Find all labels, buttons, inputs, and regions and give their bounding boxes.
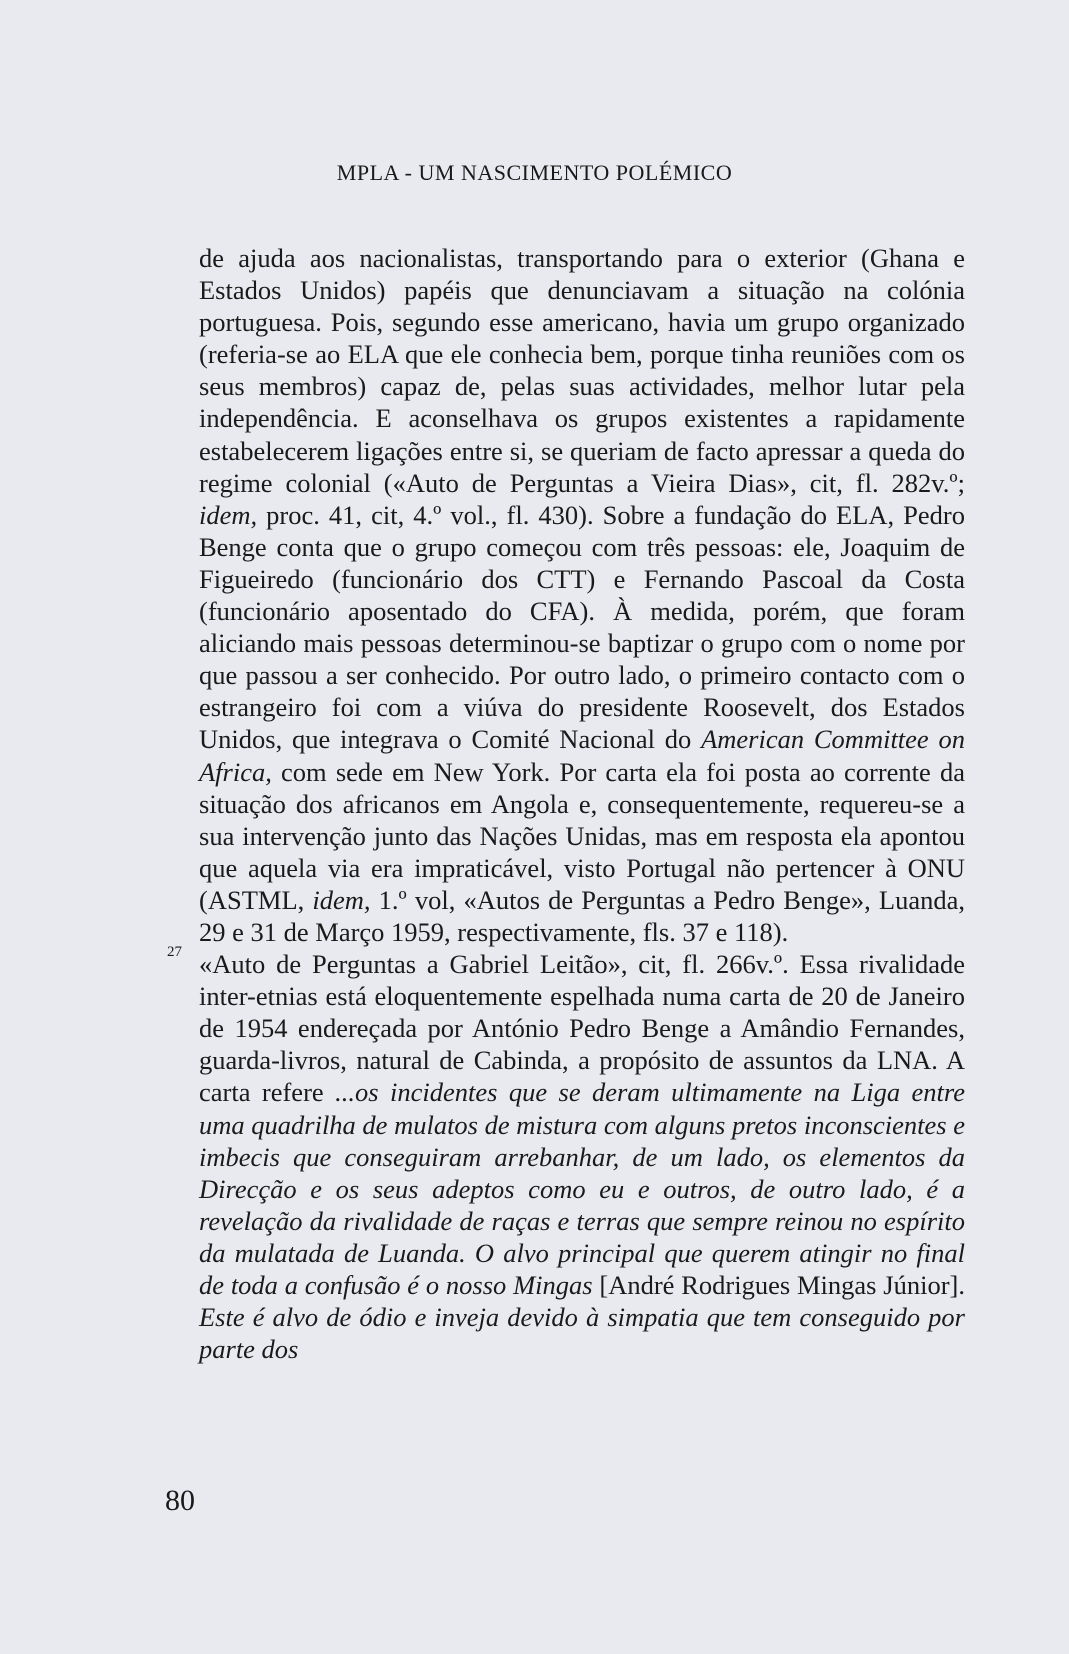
footnote-text: «Auto de Perguntas a Gabriel Leitão», cit, fl. 266v.º. Essa rivalidade inter-etnias está eloquentemente espelhada numa carta de 20 de Janeiro de 1954 endereçada por António Pedro Benge a Amândio Fernandes, guarda-livros, natural de Cabinda, a propósito de assuntos da LNA. A carta refere ...os incidentes que se deram ultimamente na Liga entre uma quadrilha de mulatos de mistura com alguns pretos inconscientes e imbecis que conseguiram arrebanhar, de um lado, os elementos da Direcção e os seus adeptos como eu e outros, de outro lado, é a revelação da rivalidade de raças e terras que sempre reinou no espírito da mulatada de Luanda. O alvo principal que querem atingir no final de toda a confusão é o nosso Mingas [André Rodrigues Mingas Júnior]. Este é alvo de ódio e inveja devido à simpatia que tem conseguido por parte dos [199,949,966,1365]
page-content [167,242,966,1365]
running-header: MPLA - UM NASCIMENTO POLÉMICO [336,160,733,185]
footnote-continuation: de ajuda aos nacionalistas, transportando para o exterior (Ghana e Estados Unidos) papéis que denunciavam a situação na colónia portuguesa. Pois, segundo esse americano, havia um grupo organizado (referia-se ao ELA que ele conhecia bem, porque tinha reuniões com os seus membros) capaz de, pelas suas actividades, melhor lutar pela independência. E aconselhava os grupos existentes a rapidamente estabelecerem ligações entre si, se queriam de facto apressar a queda do regime colonial («Auto de Perguntas a Vieira Dias», cit, fl. 282v.º; idem, proc. 41, cit, 4.º vol., fl. 430). Sobre a fundação do ELA, Pedro Benge conta que o grupo começou com três pessoas: ele, Joaquim de Figueiredo (funcionário dos CTT) e Fernando Pascoal da Costa (funcionário aposentado do CFA). À medida, porém, que foram aliciando mais pessoas determinou-se baptizar o grupo com o nome por que passou a ser conhecido. Por outro lado, o primeiro contacto com o estrangeiro foi com a viúva do presidente Roosevelt, dos Estados Unidos, que integrava o Comité Nacional do American Committee on Africa, com sede em New York. Por carta ela foi posta ao corrente da situação dos africanos em Angola e, consequentemente, requereu-se a sua intervenção junto das Nações Unidas, mas em resposta ela apontou que aquela via era impraticável, visto Portugal não pertencer à ONU (ASTML, idem, 1.º vol, «Autos de Perguntas a Pedro Benge», Luanda, 29 e 31 de Março 1959, respectivamente, fls. 37 e 118). [199,243,966,947]
page-number: 80 [165,1484,195,1517]
footnote-27 [167,944,966,1365]
footnote-number: 27 [167,944,182,961]
